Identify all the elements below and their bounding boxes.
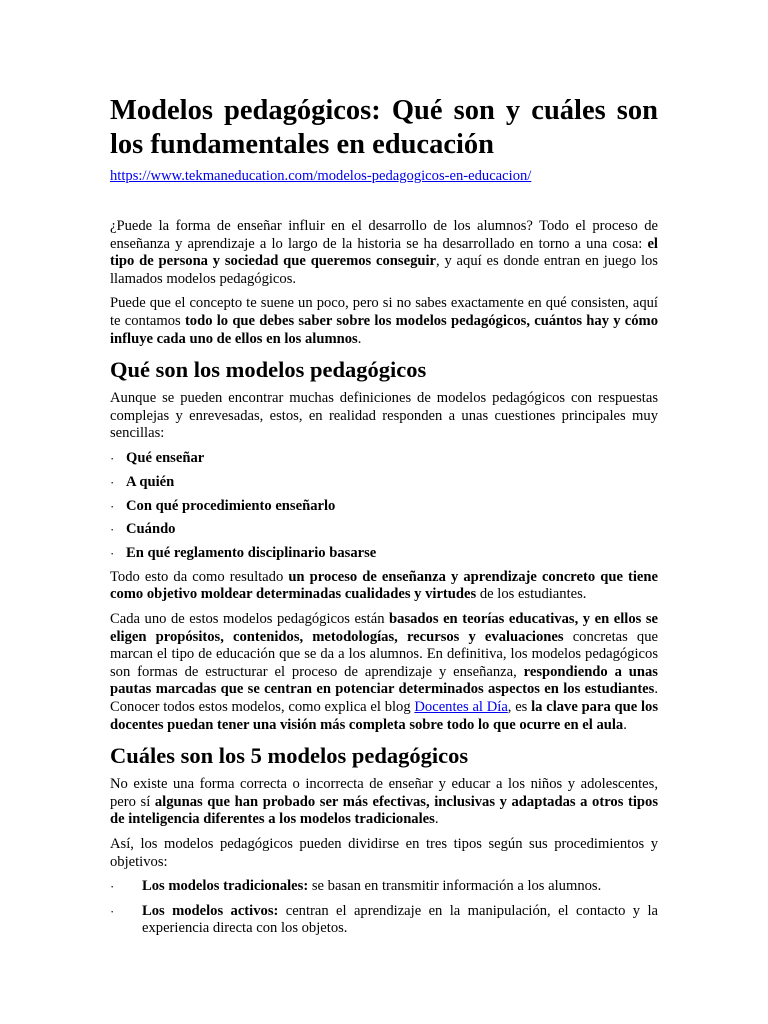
docentes-al-dia-link[interactable]: Docentes al Día [414, 699, 508, 715]
list-item: · Cuándo [110, 521, 176, 538]
page-title: Modelos pedagógicos: Qué son y cuáles son los fundamentales en educación [110, 95, 658, 160]
section-heading-cuales-son: Cuáles son los 5 modelos pedagógicos [110, 743, 469, 769]
list-item: · Qué enseñar [110, 449, 205, 466]
intro-paragraph-1: ¿Puede la forma de enseñar influir en el desarrollo de los alumnos? Todo el proceso de enseñanza y aprendizaje a lo largo de la historia se ha desarrollado en torno a una cosa: el tipo de persona y sociedad que queremos conseguir, y aquí es donde entran en juego los llamados modelos pedagógicos. [110, 218, 658, 287]
bullet-icon: · [110, 450, 115, 466]
list-item: · En qué reglamento disciplinario basarse [110, 545, 377, 562]
list-item: · Con qué procedimiento enseñarlo [110, 497, 336, 514]
model-types-list [110, 878, 658, 938]
section1-paragraph-2: Todo esto da como resultado un proceso de enseñanza y aprendizaje concreto que tiene como objetivo moldear determinadas cualidades y virtudes de los estudiantes. [110, 568, 658, 603]
list-item: · Los modelos tradicionales: se basan en transmitir información a los alumnos. [110, 878, 602, 895]
list-item: · A quién [110, 473, 175, 490]
section-heading-que-son: Qué son los modelos pedagógicos [110, 357, 427, 383]
bullet-icon: · [110, 879, 115, 895]
bullet-icon: · [110, 498, 115, 514]
intro-paragraph-2: Puede que el concepto te suene un poco, pero si no sabes exactamente en qué consisten, aquí te contamos todo lo que debes saber sobre los modelos pedagógicos, cuántos hay y cómo influye cada uno de ellos en los alumnos. [110, 295, 659, 347]
bullet-icon: · [110, 903, 115, 919]
section2-paragraph-2: Así, los modelos pedagógicos pueden dividirse en tres tipos según sus procedimientos y objetivos: [110, 835, 658, 870]
list-item: · Los modelos activos: centran el aprendizaje en la manipulación, el contacto y la experiencia directa con los objetos. [110, 902, 658, 937]
section1-paragraph-3: Cada uno de estos modelos pedagógicos están basados en teorías educativas, y en ellos se eligen propósitos, contenidos, metodologías, recursos y evaluaciones concretas que marcan el tipo de educación que se da a los alumnos. En definitiva, los modelos pedagógicos son formas de estructurar el proceso de aprendizaje y enseñanza, respondiendo a unas pautas marcadas que se centran en potenciar determinados aspectos en los estudiantes. Conocer todos estos modelos, como explica el blog Docentes al Día, es la clave para que los docentes puedan tener una visión más completa sobre todo lo que ocurre en el aula. [110, 611, 659, 733]
bullet-icon: · [110, 474, 115, 490]
questions-list [110, 450, 658, 563]
section1-paragraph-1: Aunque se pueden encontrar muchas definiciones de modelos pedagógicos con respuestas complejas y enrevesadas, estos, en realidad responden a unas cuestiones principales muy sencillas: [110, 390, 658, 442]
bullet-icon: · [110, 546, 115, 562]
bullet-icon: · [110, 522, 115, 538]
section2-paragraph-1: No existe una forma correcta o incorrecta de enseñar y educar a los niños y adolescentes, pero sí algunas que han probado ser más efectivas, inclusivas y adaptadas a otros tipos de inteligencia diferentes a los modelos tradicionales. [110, 776, 659, 828]
source-url-link[interactable]: https://www.tekmaneducation.com/modelos-pedagogicos-en-educacion/ [110, 168, 532, 184]
